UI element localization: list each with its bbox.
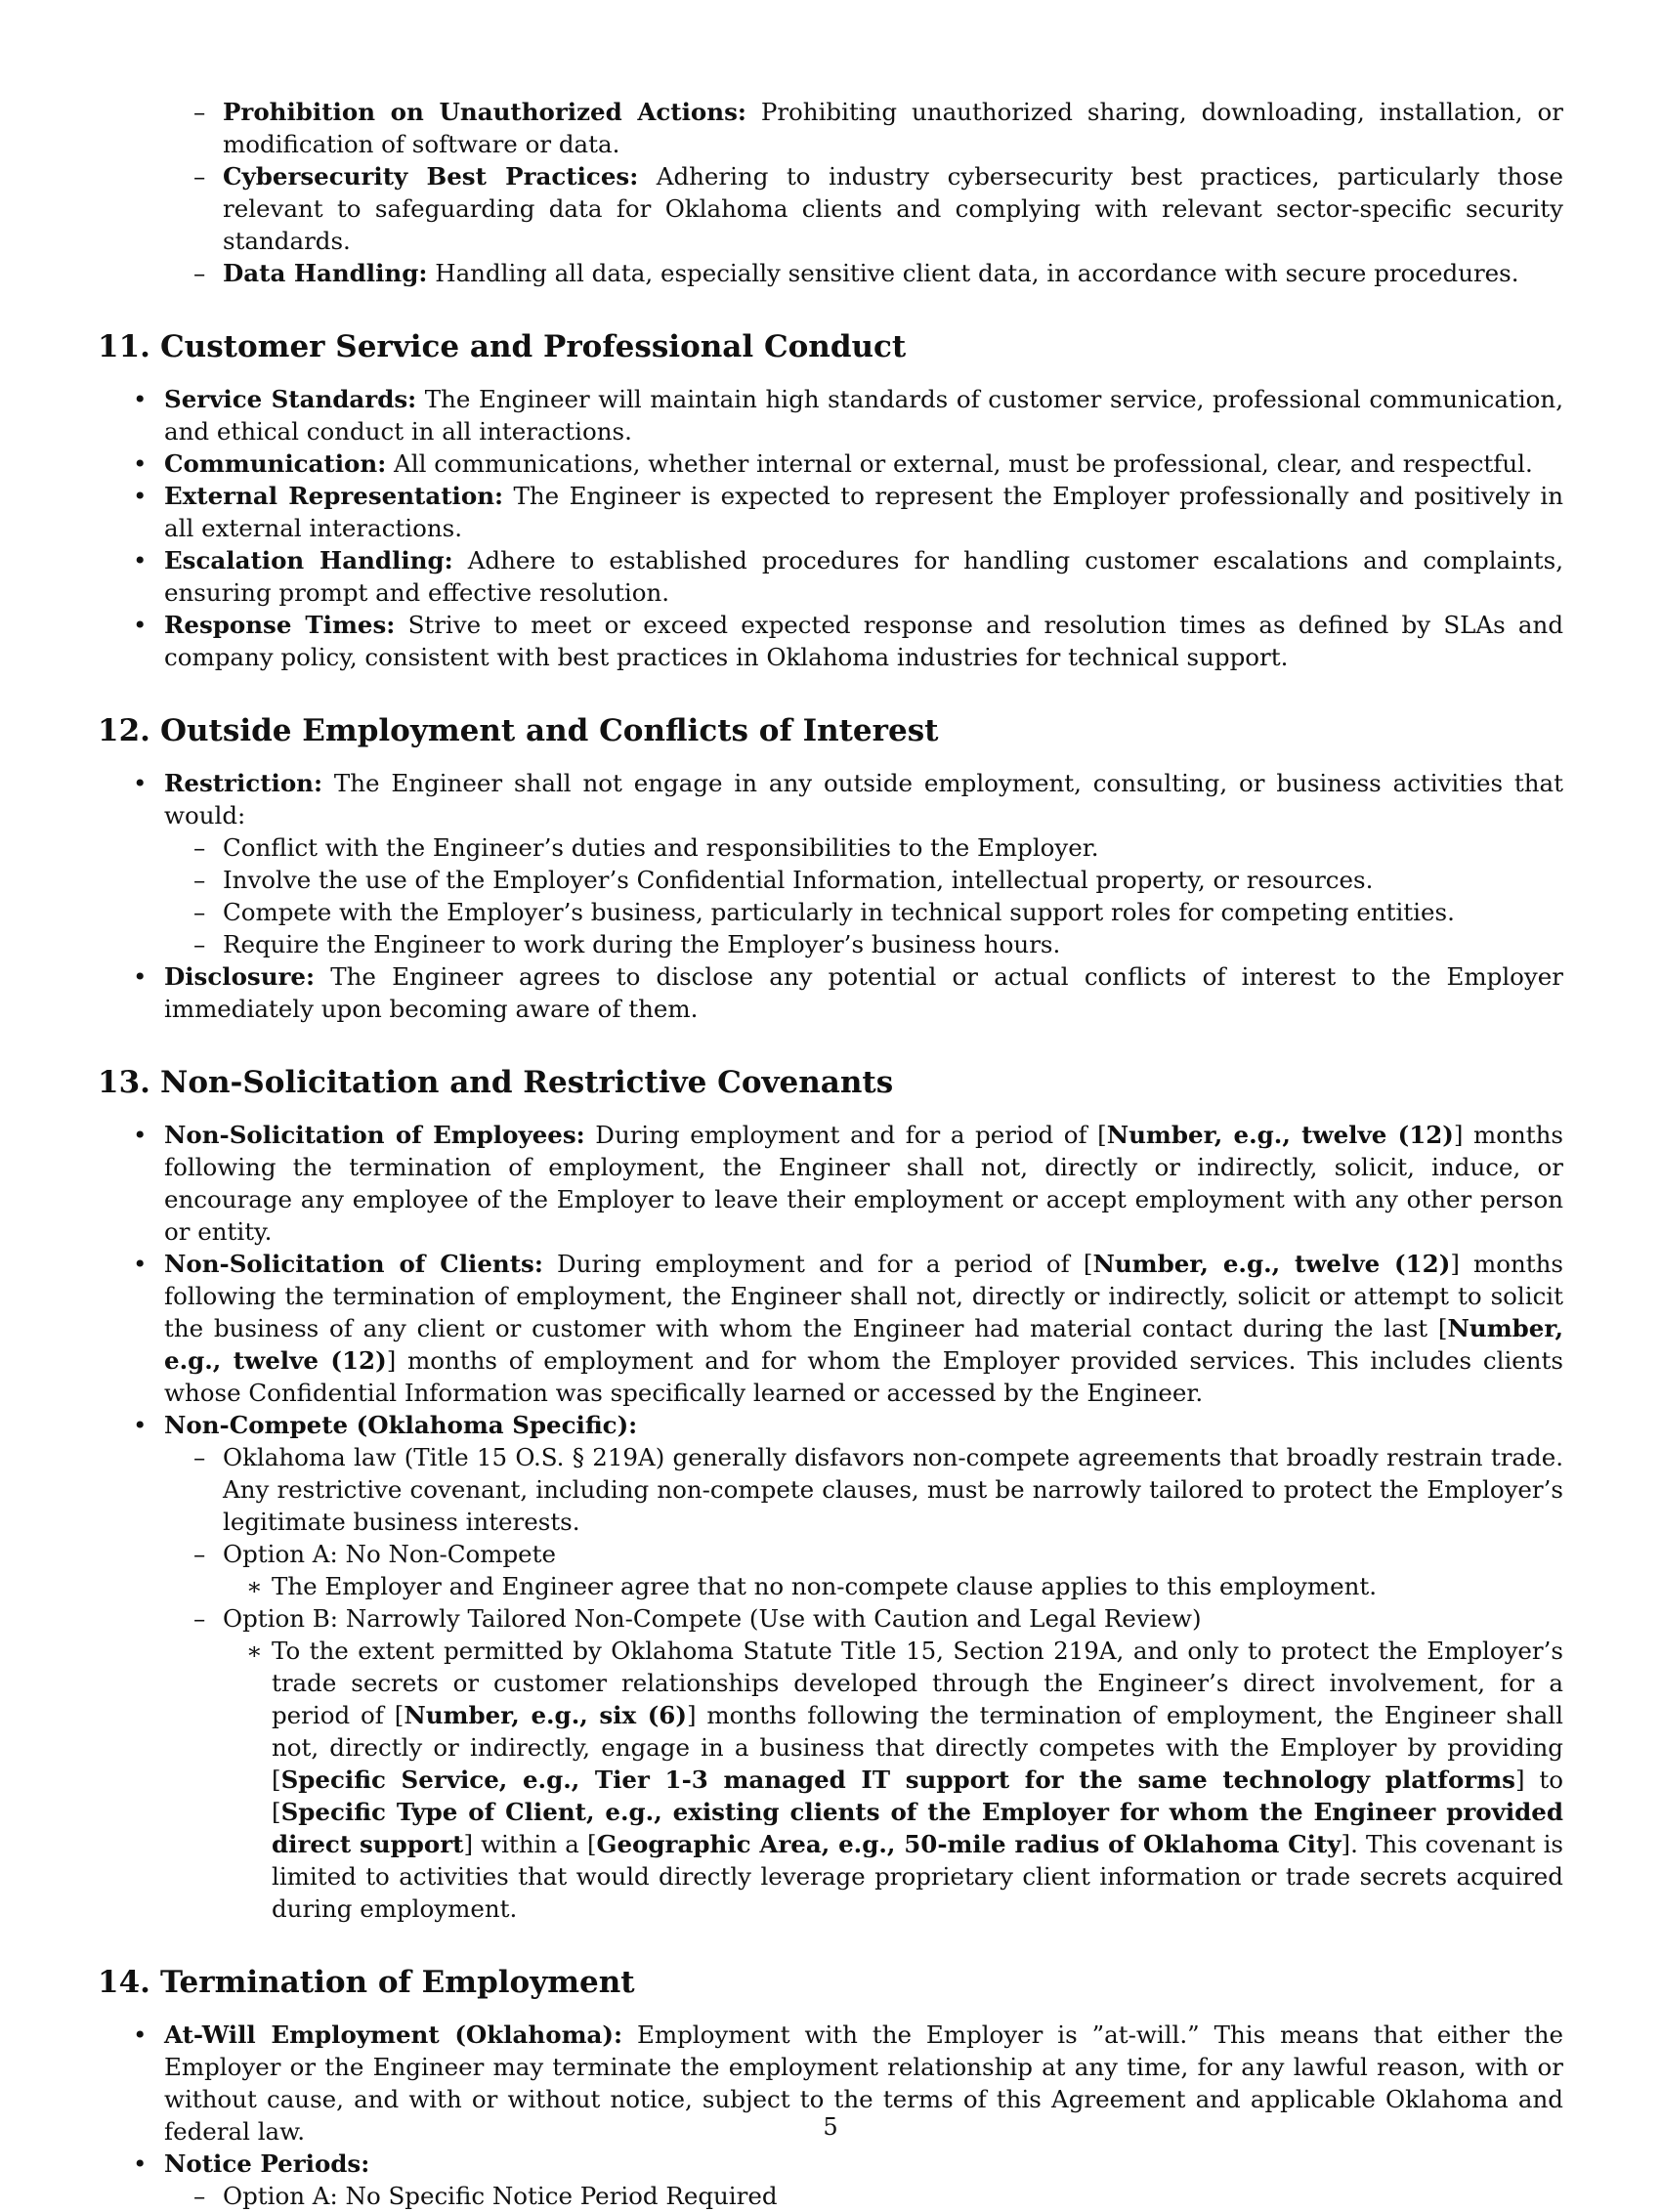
list-item: • External Representation: The Engineer is expected to represent the Employer professionally and positively in all external interactions. xyxy=(133,482,1563,542)
option-a-subitems xyxy=(223,1570,1563,1602)
list-item: – Conflict with the Engineer’s duties and responsibilities to the Employer. xyxy=(193,833,1099,862)
list-item: – Compete with the Employer’s business, particularly in technical support roles for competing entities. xyxy=(193,898,1455,926)
section-heading-11: 11. Customer Service and Professional Conduct xyxy=(98,329,907,364)
list-item: – Option B: Narrowly Tailored Non-Compete (Use with Caution and Legal Review) ∗ To the extent permitted by Oklahoma Statute Title 15, Section 219A, and only to protect the Employer’s trade secrets or customer relationships developed through the Engineer’s direct involvement, for a period of [Number, e.g., six (6)] months following the termination of employment, the Engineer shall not, directly or indirectly, engage in a business that directly competes with the Employer by providing [Specific Service, e.g., Tier 1-3 managed IT support for the same technology platforms] to [Specific Type of Client, e.g., existing clients of the Employer for whom the Engineer provided direct support] within a [Geographic Area, e.g., 50-mile radius of Oklahoma City]. This covenant is limited to activities that would directly leverage proprietary client information or trade secrets acquired during employment. xyxy=(193,1604,1563,1923)
list-item: – Data Handling: Handling all data, especially sensitive client data, in accordance with secure procedures. xyxy=(193,259,1519,287)
list-item: • Response Times: Strive to meet or exceed expected response and resolution times as defined by SLAs and company policy, consistent with best practices in Oklahoma industries for technical support. xyxy=(133,611,1563,671)
list-item: ∗ The Employer and Engineer agree that no non-compete clause applies to this employment. xyxy=(246,1572,1378,1600)
list-item: • Service Standards: The Engineer will maintain high standards of customer service, professional communication, and ethical conduct in all interactions. xyxy=(133,385,1563,446)
noncompete-subitems xyxy=(164,1441,1563,1925)
list-item: • Non-Compete (Oklahoma Specific): – Oklahoma law (Title 15 O.S. § 219A) generally disfavors non-compete agreements that broadly restrain trade. Any restrictive covenant, including non-compete clauses, must be narrowly tailored to protect the Employer’s legitimate business interests. – Option A: No Non-Compete ∗ The Employer and Engineer agree that no non-compete clause applies to this employment. – Option B: Narrowly Tailored Non-Compete (Use with Caution and Legal Review) ∗ To the extent permitted by Oklahoma Statute Title 15, Section 219A, and only to protect the Employer’s trade secrets or customer relationships developed through the Engineer’s direct involvement, for a period of [Number, e.g., six (6)] months following the termination of employment, the Engineer shall not, directly or indirectly, engage in a business that directly competes with the Employer by providing [Specific Service, e.g., Tier 1-3 managed IT support for the same technology platforms] to [Specific Type of Client, e.g., existing clients of the Employer for whom the Engineer provided direct support] within a [Geographic Area, e.g., 50-mile radius of Oklahoma City]. This covenant is limited to activities that would directly leverage proprietary client information or trade secrets acquired during employment. xyxy=(133,1411,1563,1923)
notice-subitems xyxy=(164,2180,1563,2212)
section-13-list xyxy=(98,1119,1563,1925)
page-number: 5 xyxy=(823,2113,838,2141)
list-item: – Cybersecurity Best Practices: Adhering to industry cybersecurity best practices, particularly those relevant to safeguarding data for Oklahoma clients and complying with relevant sector-specific security standards. xyxy=(193,162,1564,255)
list-item: • Notice Periods: – Option A: No Specific Notice Period Required xyxy=(98,2148,1563,2212)
section-12-list xyxy=(98,767,1563,1025)
list-item: ∗ To the extent permitted by Oklahoma Statute Title 15, Section 219A, and only to protect the Employer’s trade secrets or customer relationships developed through the Engineer’s direct involvement, for a period of [Number, e.g., six (6)] months following the termination of employment, the Engineer shall not, directly or indirectly, engage in a business that directly competes with the Employer by providing [Specific Service, e.g., Tier 1-3 managed IT support for the same technology platforms] to [Specific Type of Client, e.g., existing clients of the Employer for whom the Engineer provided direct support] within a [Geographic Area, e.g., 50-mile radius of Oklahoma City]. This covenant is limited to activities that would directly leverage proprietary client information or trade secrets acquired during employment. xyxy=(246,1637,1563,1923)
security-subitems xyxy=(164,96,1563,289)
list-item: • Non-Solicitation of Clients: During employment and for a period of [Number, e.g., twelve (12)] months following the termination of employment, the Engineer shall not, directly or indirectly, solicit or attempt to solicit the business of any client or customer with whom the Engineer had material contact during the last [Number, e.g., twelve (12)] months of employment and for whom the Employer provided services. This includes clients whose Confidential Information was specifically learned or accessed by the Engineer. xyxy=(133,1250,1563,1407)
document-page xyxy=(98,96,1563,2212)
list-item: – Require the Engineer to work during the Employer’s business hours. xyxy=(193,930,1061,958)
list-item: • Restriction: The Engineer shall not engage in any outside employment, consulting, or business activities that would: – Conflict with the Engineer’s duties and responsibilities to the Employer. – Involve the use of the Employer’s Confidential Information, intellectual property, or resources. – Compete with the Employer’s business, particularly in technical support roles for competing entities. – Require the Engineer to work during the Employer’s business hours. xyxy=(133,769,1563,958)
section-heading-13: 13. Non-Solicitation and Restrictive Covenants xyxy=(98,1065,894,1100)
restriction-subitems xyxy=(164,831,1563,960)
list-item: – Prohibition on Unauthorized Actions: Prohibiting unauthorized sharing, downloading, installation, or modification of software or data. xyxy=(193,98,1563,158)
option-b-subitems xyxy=(223,1635,1563,1925)
list-item: • Non-Solicitation of Employees: During employment and for a period of [Number, e.g., twelve (12)] months following the termination of employment, the Engineer shall not, directly or indirectly, solicit, induce, or encourage any employee of the Employer to leave their employment or accept employment with any other person or entity. xyxy=(133,1121,1563,1246)
previous-section-continuation xyxy=(98,96,1563,289)
list-item: – Option A: No Specific Notice Period Required xyxy=(193,2182,778,2210)
list-item: • Escalation Handling: Adhere to established procedures for handling customer escalations and complaints, ensuring prompt and effective resolution. xyxy=(133,546,1563,607)
list-item: • Communication: All communications, whether internal or external, must be professional, clear, and respectful. xyxy=(133,449,1533,478)
list-item: – Involve the use of the Employer’s Confidential Information, intellectual property, or resources. xyxy=(193,866,1374,894)
list-item: • At-Will Employment (Oklahoma): Employment with the Employer is ”at-will.” This means that either the Employer or the Engineer may terminate the employment relationship at any time, for any lawful reason, with or without cause, and with or without notice, subject to the terms of this Agreement and applicable Oklahoma and federal law. xyxy=(133,2021,1563,2146)
list-item: – Option A: No Non-Compete ∗ The Employer and Engineer agree that no non-compete clause applies to this employment. xyxy=(164,1538,1563,1602)
section-heading-12: 12. Outside Employment and Conflicts of Interest xyxy=(98,713,939,748)
section-11-list xyxy=(98,383,1563,673)
section-heading-14: 14. Termination of Employment xyxy=(98,1965,635,2000)
list-item: – Oklahoma law (Title 15 O.S. § 219A) generally disfavors non-compete agreements that broadly restrain trade. Any restrictive covenant, including non-compete clauses, must be narrowly tailored to protect the Employer’s legitimate business interests. xyxy=(193,1443,1563,1536)
list-item: • Disclosure: The Engineer agrees to disclose any potential or actual conflicts of interest to the Employer immediately upon becoming aware of them. xyxy=(133,962,1563,1023)
